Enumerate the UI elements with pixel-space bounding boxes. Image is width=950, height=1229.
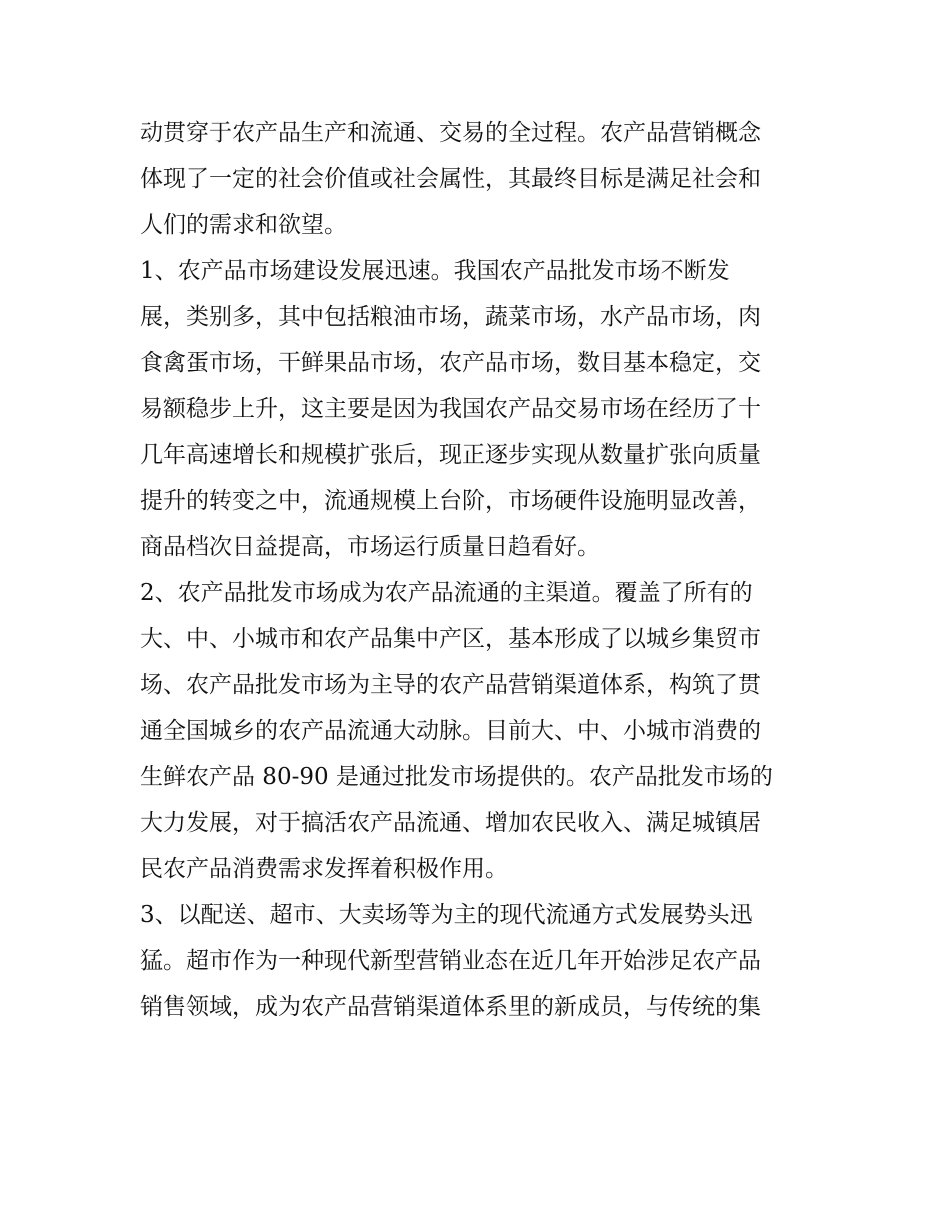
text-line: 商品档次日益提高，市场运行质量日趋看好。 xyxy=(140,534,600,560)
text-line: 大力发展，对于搞活农产品流通、增加农民收入、满足城镇居 xyxy=(140,810,761,836)
text-line: 易额稳步上升，这主要是因为我国农产品交易市场在经历了十 xyxy=(140,396,761,422)
text-line: 通全国城乡的农产品流通大动脉。目前大、中、小城市消费的 xyxy=(140,718,761,744)
text-line: 体现了一定的社会价值或社会属性，其最终目标是满足社会和 xyxy=(140,166,761,192)
text-line: 人们的需求和欲望。 xyxy=(140,212,347,238)
text-line: 大、中、小城市和农产品集中产区，基本形成了以城乡集贸市 xyxy=(140,626,761,652)
text-line: 民农产品消费需求发挥着积极作用。 xyxy=(140,856,508,882)
text-line: 动贯穿于农产品生产和流通、交易的全过程。农产品营销概念 xyxy=(140,120,761,146)
text-line: 销售领域，成为农产品营销渠道体系里的新成员，与传统的集 xyxy=(140,994,761,1020)
text-line: 1、农产品市场建设发展迅速。我国农产品批发市场不断发 xyxy=(140,258,730,284)
text-line: 场、农产品批发市场为主导的农产品营销渠道体系，构筑了贯 xyxy=(140,672,761,698)
text-line: 展，类别多，其中包括粮油市场，蔬菜市场，水产品市场，肉 xyxy=(140,304,761,330)
text-line: 生鲜农产品 80-90 是通过批发市场提供的。农产品批发市场的 xyxy=(140,764,773,790)
text-line: 2、农产品批发市场成为农产品流通的主渠道。覆盖了所有的 xyxy=(140,580,753,606)
text-line: 食禽蛋市场，干鲜果品市场，农产品市场，数目基本稳定，交 xyxy=(140,350,761,376)
body-text xyxy=(140,110,840,1030)
text-line: 提升的转变之中，流通规模上台阶，市场硬件设施明显改善， xyxy=(140,488,761,514)
text-line: 猛。超市作为一种现代新型营销业态在近几年开始涉足农产品 xyxy=(140,948,761,974)
text-line: 3、以配送、超市、大卖场等为主的现代流通方式发展势头迅 xyxy=(140,902,753,928)
text-line: 几年高速增长和规模扩张后，现正逐步实现从数量扩张向质量 xyxy=(140,442,761,468)
